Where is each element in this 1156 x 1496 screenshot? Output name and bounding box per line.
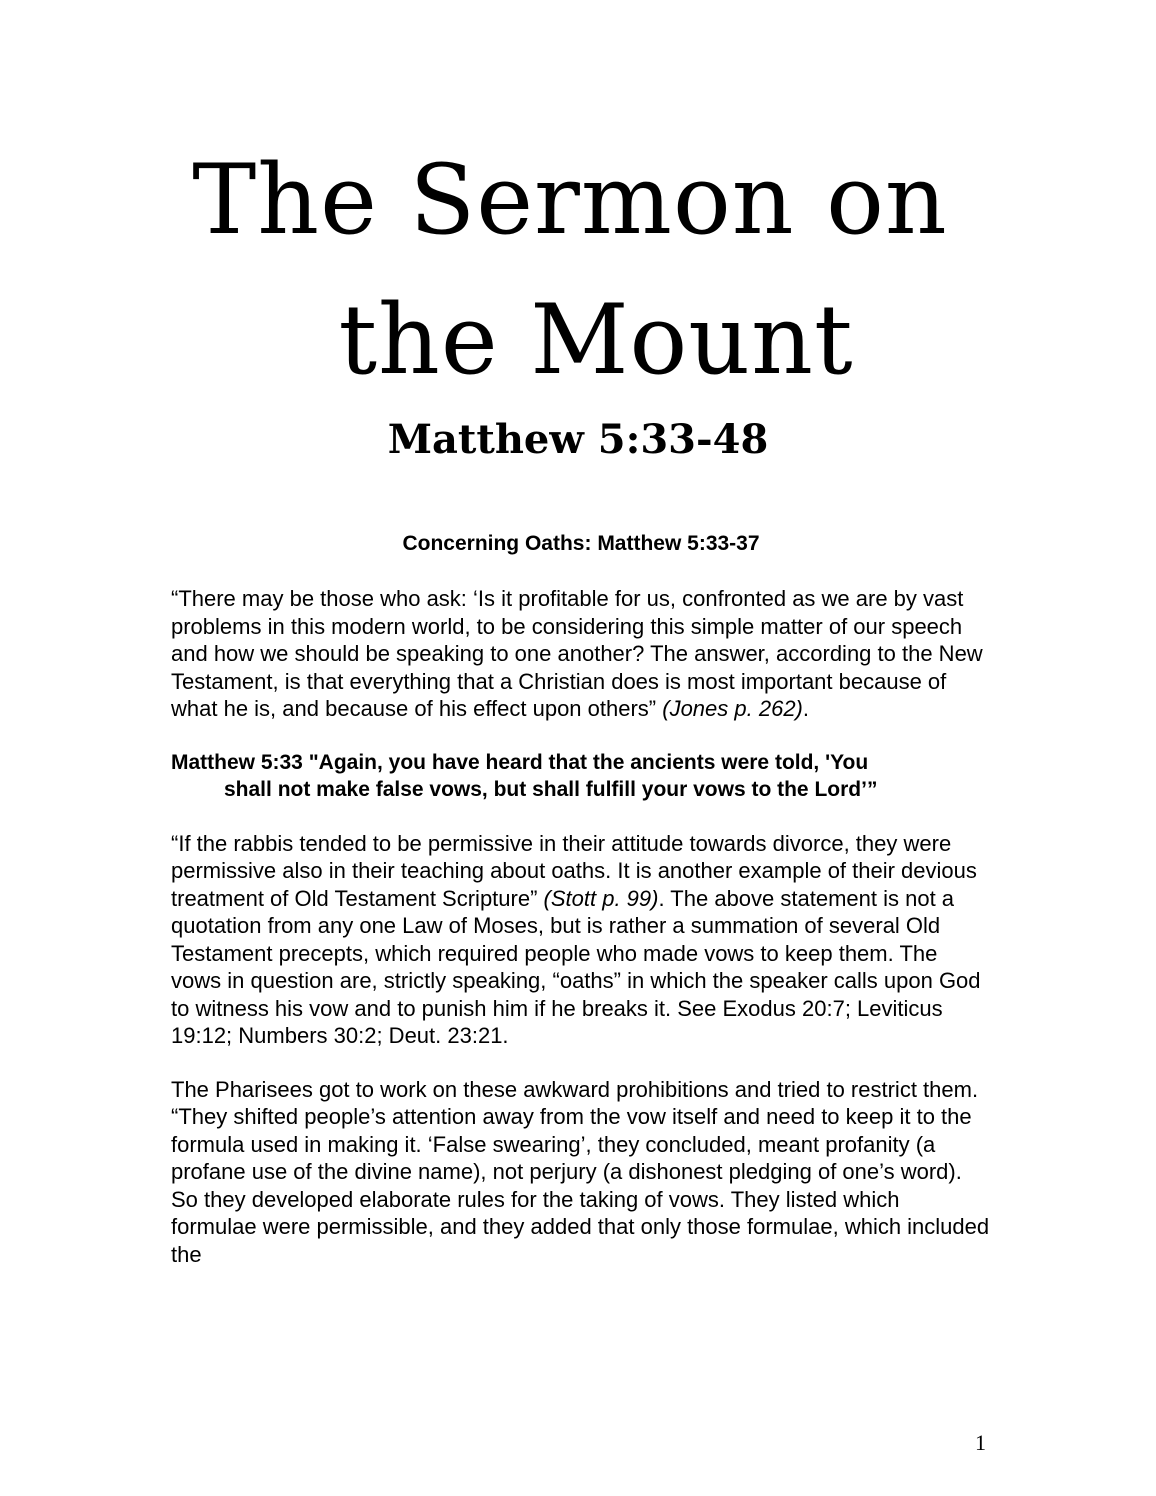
verse-quote bbox=[171, 749, 991, 804]
subtitle: Matthew 5:33-48 bbox=[387, 416, 769, 463]
section-heading: Concerning Oaths: Matthew 5:33-37 bbox=[402, 532, 760, 555]
title-line-2: the Mount bbox=[338, 284, 854, 396]
page-number: 1 bbox=[975, 1430, 986, 1455]
paragraph-3: The Pharisees got to work on these awkward prohibitions and tried to restrict them. “They shifted people’s attention away from the vow itself and need to keep it to the formula used in making it. ‘False swearing’, they concluded, meant profanity (a profane use of the divine name), not perjury (a dishonest pledging of one’s word). So they developed elaborate rules for the taking of vows. They listed which formulae were permissible, and they added that only those formulae, which included the bbox=[171, 1076, 990, 1267]
paragraph-2-citation: (Stott p. 99) bbox=[543, 885, 659, 911]
paragraph-2-text-after: . The above statement is not a quotation from any one Law of Moses, but is rather a summation of several Old Testament precepts, which required people who made vows to keep them. The vows in question are, strictly speaking, “oaths” in which the speaker calls upon God to witness his vow and to punish him if he breaks it. See Exodus 20:7; Leviticus 19:12; Numbers 30:2; Deut. 23:21. bbox=[171, 885, 981, 1048]
document-body bbox=[171, 530, 991, 1294]
paragraph-1-citation: (Jones p. 262) bbox=[662, 696, 803, 721]
paragraph-1-text: “There may be those who ask: ‘Is it profitable for us, confronted as we are by vast problems in this modern world, to be considering this simple matter of our speech and how we should be speaking to one another? The answer, according to the New Testament, is that everything that a Christian does is most important because of what he is, and because of his effect upon others” bbox=[171, 586, 983, 721]
title-line-1: The Sermon on bbox=[192, 144, 948, 256]
paragraph-1-tail: . bbox=[802, 696, 810, 721]
paragraph-2-text-before: “If the rabbis tended to be permissive in their attitude towards divorce, they were permissive also in their teaching about oaths. It is another example of their devious treatment of Old Testament Scripture” bbox=[171, 830, 977, 911]
verse-line-1: Matthew 5:33 "Again, you have heard that the ancients were told, 'You bbox=[171, 750, 869, 774]
verse-line-2: shall not make false vows, but shall fulfill your vows to the Lord’” bbox=[224, 778, 878, 801]
paragraph-1 bbox=[171, 585, 991, 723]
paragraph-2 bbox=[171, 830, 991, 1050]
